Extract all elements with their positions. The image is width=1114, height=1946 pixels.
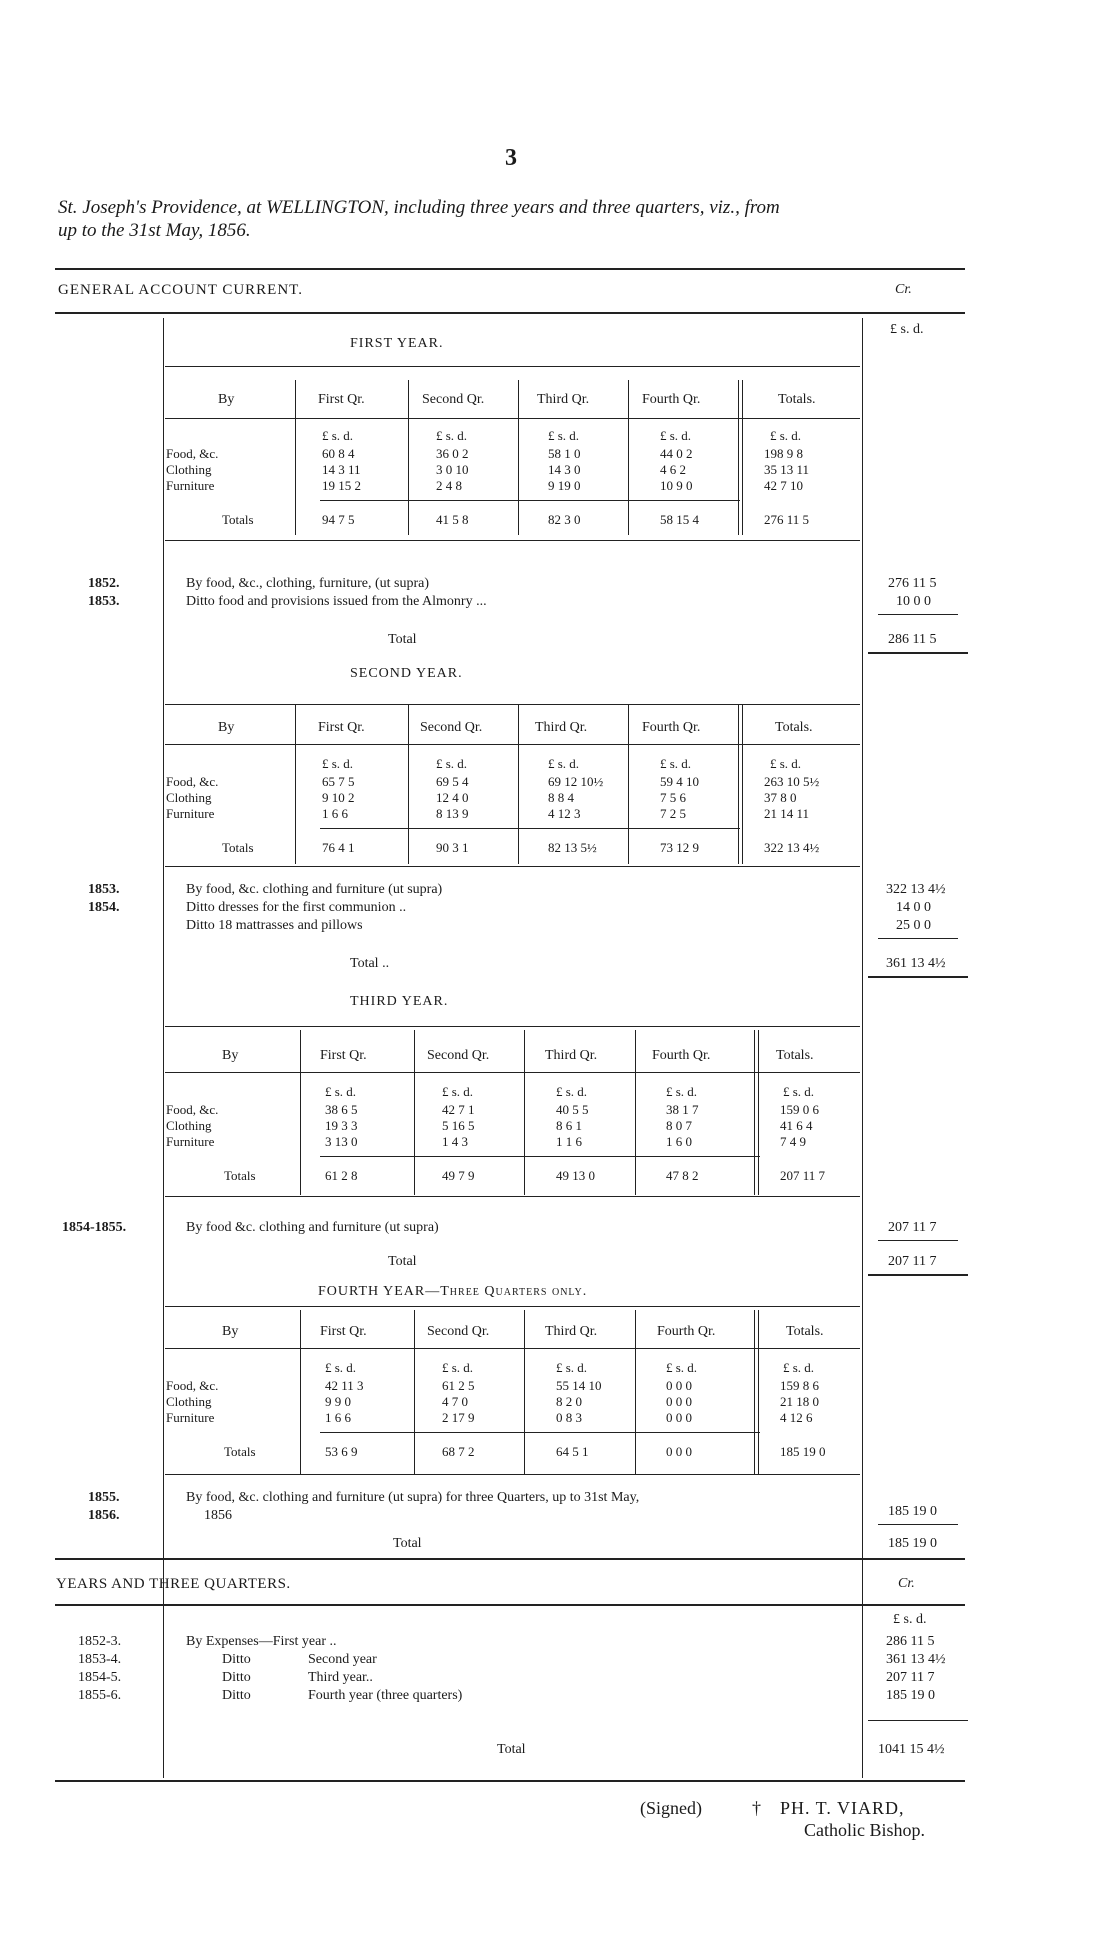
year: 1855-6. — [78, 1688, 122, 1703]
year: 1856. — [88, 1508, 120, 1523]
rule — [524, 1030, 525, 1195]
year: 1855. — [88, 1490, 120, 1505]
rule — [754, 1030, 755, 1195]
summary-label: By Expenses—First year .. — [186, 1634, 337, 1649]
entry: Ditto dresses for the first communion .. — [186, 900, 407, 915]
cell: 5 16 5 — [442, 1118, 475, 1133]
col-second-qr: Second Qr. — [420, 720, 483, 735]
cell: 61 2 8 — [325, 1168, 358, 1183]
amount: 25 0 0 — [896, 918, 931, 933]
cell: 42 7 1 — [442, 1102, 475, 1117]
cell: 69 12 10½ — [548, 774, 604, 789]
rule — [758, 1310, 759, 1475]
rule — [635, 1030, 636, 1195]
rule — [165, 1196, 860, 1197]
cell: 76 4 1 — [322, 840, 355, 855]
col-first-qr: First Qr. — [320, 1048, 367, 1063]
rule — [295, 380, 296, 535]
amount: 185 19 0 — [888, 1504, 937, 1519]
col-fourth-qr: Fourth Qr. — [642, 720, 701, 735]
cell: 14 3 11 — [322, 462, 361, 477]
cell: 8 13 9 — [436, 806, 469, 821]
cell: 60 8 4 — [322, 446, 355, 461]
summary-sub: Third year.. — [308, 1670, 373, 1685]
rule — [55, 1604, 965, 1606]
rule — [165, 366, 860, 367]
amount: 276 11 5 — [888, 576, 937, 591]
row-food: Food, &c. — [166, 1102, 219, 1117]
cell: 68 7 2 — [442, 1444, 475, 1459]
row-food: Food, &c. — [166, 1378, 219, 1393]
entry: Ditto 18 mattrasses and pillows — [186, 918, 363, 933]
col-second-qr: Second Qr. — [422, 392, 485, 407]
rule — [878, 614, 958, 615]
cell: 3 13 0 — [325, 1134, 358, 1149]
col-third-qr: Third Qr. — [535, 720, 588, 735]
cell: 159 0 6 — [780, 1102, 819, 1117]
unit: £ s. d. — [556, 1360, 588, 1375]
cell: 207 11 7 — [780, 1168, 826, 1183]
row-food: Food, &c. — [166, 446, 219, 461]
title-line-1: St. Joseph's Providence, at WELLINGTON, including three years and three quarters, viz., from — [58, 197, 780, 218]
total-amount: 286 11 5 — [888, 632, 937, 647]
rule — [55, 312, 965, 314]
cell: 73 12 9 — [660, 840, 699, 855]
cell: 8 0 7 — [666, 1118, 692, 1133]
col-by: By — [222, 1324, 239, 1339]
cell: 49 13 0 — [556, 1168, 595, 1183]
unit: £ s. d. — [442, 1360, 474, 1375]
cell: 94 7 5 — [322, 512, 355, 527]
col-totals: Totals. — [776, 1048, 814, 1063]
cell: 0 8 3 — [556, 1410, 582, 1425]
rule — [55, 268, 965, 270]
entry: Ditto food and provisions issued from the Almonry ... — [186, 594, 487, 609]
year: 1853-4. — [78, 1652, 122, 1667]
cell: 1 6 0 — [666, 1134, 692, 1149]
cell: 61 2 5 — [442, 1378, 475, 1393]
rule — [320, 1156, 760, 1157]
total-label: Total — [497, 1742, 526, 1757]
cell: 7 4 9 — [780, 1134, 806, 1149]
rule — [414, 1030, 415, 1195]
rule — [518, 380, 519, 535]
cell: 7 5 6 — [660, 790, 686, 805]
entry: By food, &c., clothing, furniture, (ut supra) — [186, 576, 430, 591]
entry: By food, &c. clothing and furniture (ut supra) for three Quarters, up to 31st May, — [186, 1490, 640, 1505]
cell: 38 6 5 — [325, 1102, 358, 1117]
rule — [635, 1310, 636, 1475]
col-fourth-qr: Fourth Qr. — [657, 1324, 716, 1339]
summary-sub: Second year — [308, 1652, 377, 1667]
cell: 0 0 0 — [666, 1444, 692, 1459]
summary-label: Ditto — [222, 1670, 251, 1685]
year: 1854. — [88, 900, 120, 915]
col-fourth-qr: Fourth Qr. — [642, 392, 701, 407]
cell: 21 18 0 — [780, 1394, 819, 1409]
title-line-2: up to the 31st May, 1856. — [58, 220, 251, 241]
cell: 10 9 0 — [660, 478, 693, 493]
rule — [300, 1310, 301, 1475]
cell: 41 6 4 — [780, 1118, 813, 1133]
unit: £ s. d. — [322, 428, 354, 443]
cell: 9 9 0 — [325, 1394, 351, 1409]
rule — [414, 1310, 415, 1475]
unit: £ s. d. — [442, 1084, 474, 1099]
unit: £ s. d. — [548, 428, 580, 443]
lsd-header: £ s. d. — [890, 322, 924, 337]
col-first-qr: First Qr. — [318, 392, 365, 407]
entry: By food &c. clothing and furniture (ut supra) — [186, 1220, 439, 1235]
unit: £ s. d. — [666, 1360, 698, 1375]
unit: £ s. d. — [783, 1084, 815, 1099]
amount: 207 11 7 — [886, 1670, 935, 1685]
unit: £ s. d. — [322, 756, 354, 771]
cell: 4 12 6 — [780, 1410, 813, 1425]
cell: 0 0 0 — [666, 1378, 692, 1393]
fourth-year-heading: FOURTH YEAR—Three Quarters only. — [318, 1284, 588, 1299]
cell: 4 12 3 — [548, 806, 581, 821]
row-clothing: Clothing — [166, 1394, 212, 1409]
cell: 8 6 1 — [556, 1118, 582, 1133]
amount: 207 11 7 — [888, 1220, 937, 1235]
year: 1852-3. — [78, 1634, 122, 1649]
section-heading-summary: YEARS AND THREE QUARTERS. — [56, 1576, 291, 1592]
row-totals: Totals — [224, 1168, 256, 1183]
col-third-qr: Third Qr. — [545, 1324, 598, 1339]
grand-total: 1041 15 4½ — [878, 1742, 945, 1757]
cell: 41 5 8 — [436, 512, 469, 527]
row-totals: Totals — [222, 840, 254, 855]
rule — [628, 704, 629, 864]
cell: 0 0 0 — [666, 1394, 692, 1409]
rule — [300, 1030, 301, 1195]
row-furniture: Furniture — [166, 1134, 215, 1149]
row-clothing: Clothing — [166, 790, 212, 805]
cell: 21 14 11 — [764, 806, 810, 821]
cell: 49 7 9 — [442, 1168, 475, 1183]
rule — [320, 828, 740, 829]
cell: 14 3 0 — [548, 462, 581, 477]
cell: 40 5 5 — [556, 1102, 589, 1117]
amount: 286 11 5 — [886, 1634, 935, 1649]
cell: 38 1 7 — [666, 1102, 699, 1117]
signer-name: PH. T. VIARD, — [780, 1798, 905, 1818]
cell: 58 15 4 — [660, 512, 699, 527]
cell: 37 8 0 — [764, 790, 797, 805]
entry: By food, &c. clothing and furniture (ut supra) — [186, 882, 443, 897]
rule — [742, 704, 743, 864]
second-year-heading: SECOND YEAR. — [350, 666, 463, 681]
rule — [55, 1558, 965, 1560]
unit: £ s. d. — [770, 756, 802, 771]
total-amount: 185 19 0 — [888, 1536, 937, 1551]
page-number: 3 — [505, 145, 517, 171]
cell: 1 6 6 — [325, 1410, 351, 1425]
signer-title: Catholic Bishop. — [804, 1820, 925, 1840]
row-totals: Totals — [224, 1444, 256, 1459]
rule — [868, 1274, 968, 1276]
col-third-qr: Third Qr. — [537, 392, 590, 407]
cell: 1 4 3 — [442, 1134, 468, 1149]
row-furniture: Furniture — [166, 806, 215, 821]
unit: £ s. d. — [783, 1360, 815, 1375]
cell: 198 9 8 — [764, 446, 803, 461]
cell: 90 3 1 — [436, 840, 469, 855]
row-clothing: Clothing — [166, 1118, 212, 1133]
rule — [408, 704, 409, 864]
unit: £ s. d. — [325, 1360, 357, 1375]
year: 1853. — [88, 882, 120, 897]
cell: 1 1 6 — [556, 1134, 582, 1149]
cross-icon: † — [752, 1798, 761, 1818]
cell: 19 3 3 — [325, 1118, 358, 1133]
rule — [165, 866, 860, 867]
cell: 8 8 4 — [548, 790, 574, 805]
rule — [742, 380, 743, 535]
cell: 276 11 5 — [764, 512, 810, 527]
col-second-qr: Second Qr. — [427, 1324, 490, 1339]
total-amount: 361 13 4½ — [886, 956, 946, 971]
cell: 263 10 5½ — [764, 774, 820, 789]
total-label: Total — [388, 1254, 417, 1269]
cell: 64 5 1 — [556, 1444, 589, 1459]
cell: 19 15 2 — [322, 478, 361, 493]
signed-label: (Signed) — [640, 1798, 702, 1818]
unit: £ s. d. — [666, 1084, 698, 1099]
col-third-qr: Third Qr. — [545, 1048, 598, 1063]
row-totals: Totals — [222, 512, 254, 527]
cell: 9 19 0 — [548, 478, 581, 493]
row-clothing: Clothing — [166, 462, 212, 477]
cell: 44 0 2 — [660, 446, 693, 461]
unit: £ s. d. — [325, 1084, 357, 1099]
lsd-header: £ s. d. — [893, 1612, 927, 1627]
total-amount: 207 11 7 — [888, 1254, 937, 1269]
cell: 8 2 0 — [556, 1394, 582, 1409]
cell: 3 0 10 — [436, 462, 469, 477]
col-by: By — [218, 720, 235, 735]
rule — [754, 1310, 755, 1475]
rule — [165, 1026, 860, 1027]
row-furniture: Furniture — [166, 1410, 215, 1425]
rule — [868, 652, 968, 654]
unit: £ s. d. — [556, 1084, 588, 1099]
cell: 36 0 2 — [436, 446, 469, 461]
cell: 2 17 9 — [442, 1410, 475, 1425]
amount: 185 19 0 — [886, 1688, 935, 1703]
unit: £ s. d. — [770, 428, 802, 443]
rule — [165, 1474, 860, 1475]
rule — [165, 704, 860, 705]
rule — [878, 1240, 958, 1241]
unit: £ s. d. — [436, 756, 468, 771]
rule — [878, 1524, 958, 1525]
cr-label: Cr. — [898, 1576, 915, 1591]
cell: 59 4 10 — [660, 774, 699, 789]
rule — [165, 1348, 860, 1349]
rule — [165, 744, 860, 745]
cell: 9 10 2 — [322, 790, 355, 805]
rule — [165, 540, 860, 541]
cell: 322 13 4½ — [764, 840, 820, 855]
summary-sub: Fourth year (three quarters) — [308, 1688, 463, 1703]
cr-label: Cr. — [895, 282, 912, 297]
cell: 35 13 11 — [764, 462, 810, 477]
amount: 322 13 4½ — [886, 882, 946, 897]
cell: 185 19 0 — [780, 1444, 826, 1459]
third-year-heading: THIRD YEAR. — [350, 994, 449, 1009]
col-totals: Totals. — [778, 392, 816, 407]
cell: 53 6 9 — [325, 1444, 358, 1459]
rule — [165, 418, 860, 419]
cell: 4 7 0 — [442, 1394, 468, 1409]
cell: 55 14 10 — [556, 1378, 602, 1393]
year: 1854-1855. — [62, 1220, 127, 1235]
total-label: Total — [393, 1536, 422, 1551]
summary-label: Ditto — [222, 1688, 251, 1703]
rule — [758, 1030, 759, 1195]
col-second-qr: Second Qr. — [427, 1048, 490, 1063]
cell: 82 13 5½ — [548, 840, 597, 855]
row-food: Food, &c. — [166, 774, 219, 789]
cell: 4 6 2 — [660, 462, 686, 477]
cell: 42 7 10 — [764, 478, 803, 493]
rule — [320, 1432, 760, 1433]
rule — [524, 1310, 525, 1475]
cell: 1 6 6 — [322, 806, 348, 821]
col-totals: Totals. — [775, 720, 813, 735]
col-totals: Totals. — [786, 1324, 824, 1339]
amount: 361 13 4½ — [886, 1652, 946, 1667]
rule — [738, 704, 739, 864]
cell: 58 1 0 — [548, 446, 581, 461]
col-first-qr: First Qr. — [320, 1324, 367, 1339]
amount: 10 0 0 — [896, 594, 931, 609]
rule — [518, 704, 519, 864]
year: 1852. — [88, 576, 120, 591]
unit: £ s. d. — [436, 428, 468, 443]
rule — [408, 380, 409, 535]
rule — [295, 704, 296, 864]
rule — [55, 1780, 965, 1782]
row-furniture: Furniture — [166, 478, 215, 493]
amount: 14 0 0 — [896, 900, 931, 915]
cell: 2 4 8 — [436, 478, 462, 493]
cell: 7 2 5 — [660, 806, 686, 821]
year: 1853. — [88, 594, 120, 609]
entry: 1856 — [204, 1508, 232, 1523]
col-first-qr: First Qr. — [318, 720, 365, 735]
cell: 69 5 4 — [436, 774, 469, 789]
summary-label: Ditto — [222, 1652, 251, 1667]
col-by: By — [222, 1048, 239, 1063]
cell: 0 0 0 — [666, 1410, 692, 1425]
cell: 47 8 2 — [666, 1168, 699, 1183]
rule — [628, 380, 629, 535]
total-label: Total .. — [350, 956, 390, 971]
rule — [738, 380, 739, 535]
cell: 42 11 3 — [325, 1378, 364, 1393]
total-label: Total — [388, 632, 417, 647]
rule — [878, 938, 958, 939]
rule — [868, 1720, 968, 1721]
unit: £ s. d. — [660, 428, 692, 443]
rule — [165, 1072, 860, 1073]
first-year-heading: FIRST YEAR. — [350, 336, 444, 351]
cell: 82 3 0 — [548, 512, 581, 527]
unit: £ s. d. — [548, 756, 580, 771]
rule — [868, 976, 968, 978]
rule — [320, 500, 740, 501]
year: 1854-5. — [78, 1670, 122, 1685]
cell: 12 4 0 — [436, 790, 469, 805]
cell: 65 7 5 — [322, 774, 355, 789]
col-fourth-qr: Fourth Qr. — [652, 1048, 711, 1063]
col-by: By — [218, 392, 235, 407]
unit: £ s. d. — [660, 756, 692, 771]
cell: 159 8 6 — [780, 1378, 819, 1393]
section-heading-general-account: GENERAL ACCOUNT CURRENT. — [58, 282, 303, 298]
rule — [165, 1306, 860, 1307]
